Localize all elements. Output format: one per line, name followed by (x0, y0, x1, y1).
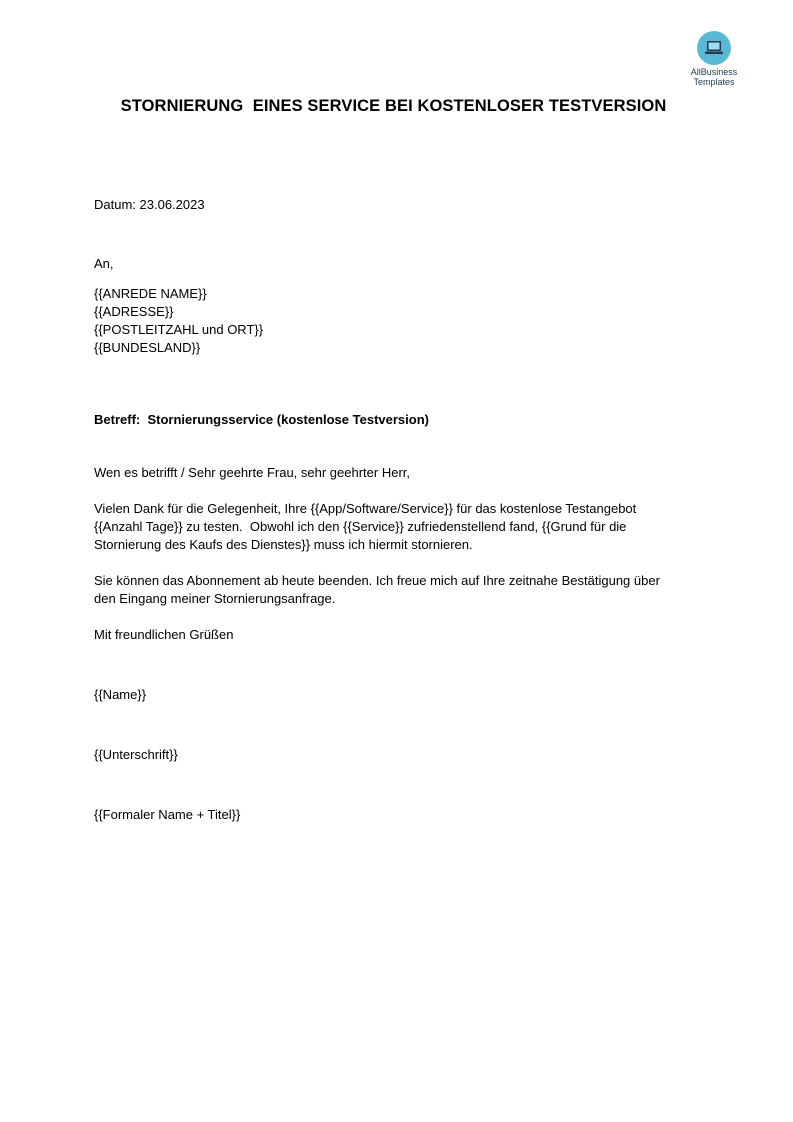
subject-line: Betreff: Stornierungsservice (kostenlose Testversion) (94, 412, 429, 427)
address-state: {{BUNDESLAND}} (94, 340, 201, 355)
paragraph1-line2: {{Anzahl Tage}} zu testen. Obwohl ich den {{Service}} zufriedenstellend fand, {{Grund für die (94, 519, 627, 534)
paragraph1-line1: Vielen Dank für die Gelegenheit, Ihre {{App/Software/Service}} für das kostenlose Testangebot (94, 501, 637, 516)
closing: Mit freundlichen Grüßen (94, 627, 234, 642)
recipient-intro: An, (94, 256, 114, 271)
logo-text-line1: AllBusiness (690, 67, 738, 77)
sender-name: {{Name}} (94, 687, 147, 702)
paragraph1-line3: Stornierung des Kaufs des Dienstes}} muss ich hiermit stornieren. (94, 537, 473, 552)
address-city: {{POSTLEITZAHL und ORT}} (94, 322, 264, 337)
date-line: Datum: 23.06.2023 (94, 197, 205, 212)
logo-text-line2: Templates (693, 77, 735, 87)
paragraph2-line2: den Eingang meiner Stornierungsanfrage. (94, 591, 336, 606)
signature-placeholder: {{Unterschrift}} (94, 747, 178, 762)
address-street: {{ADRESSE}} (94, 304, 174, 319)
document-title: STORNIERUNG EINES SERVICE BEI KOSTENLOSER TESTVERSION (120, 97, 667, 115)
company-logo (680, 31, 748, 87)
laptop-icon (697, 31, 731, 65)
formal-name: {{Formaler Name + Titel}} (94, 807, 241, 822)
address-name: {{ANREDE NAME}} (94, 286, 207, 301)
salutation: Wen es betrifft / Sehr geehrte Frau, sehr geehrter Herr, (94, 465, 411, 480)
paragraph2-line1: Sie können das Abonnement ab heute beenden. Ich freue mich auf Ihre zeitnahe Bestätigung über (94, 573, 660, 588)
